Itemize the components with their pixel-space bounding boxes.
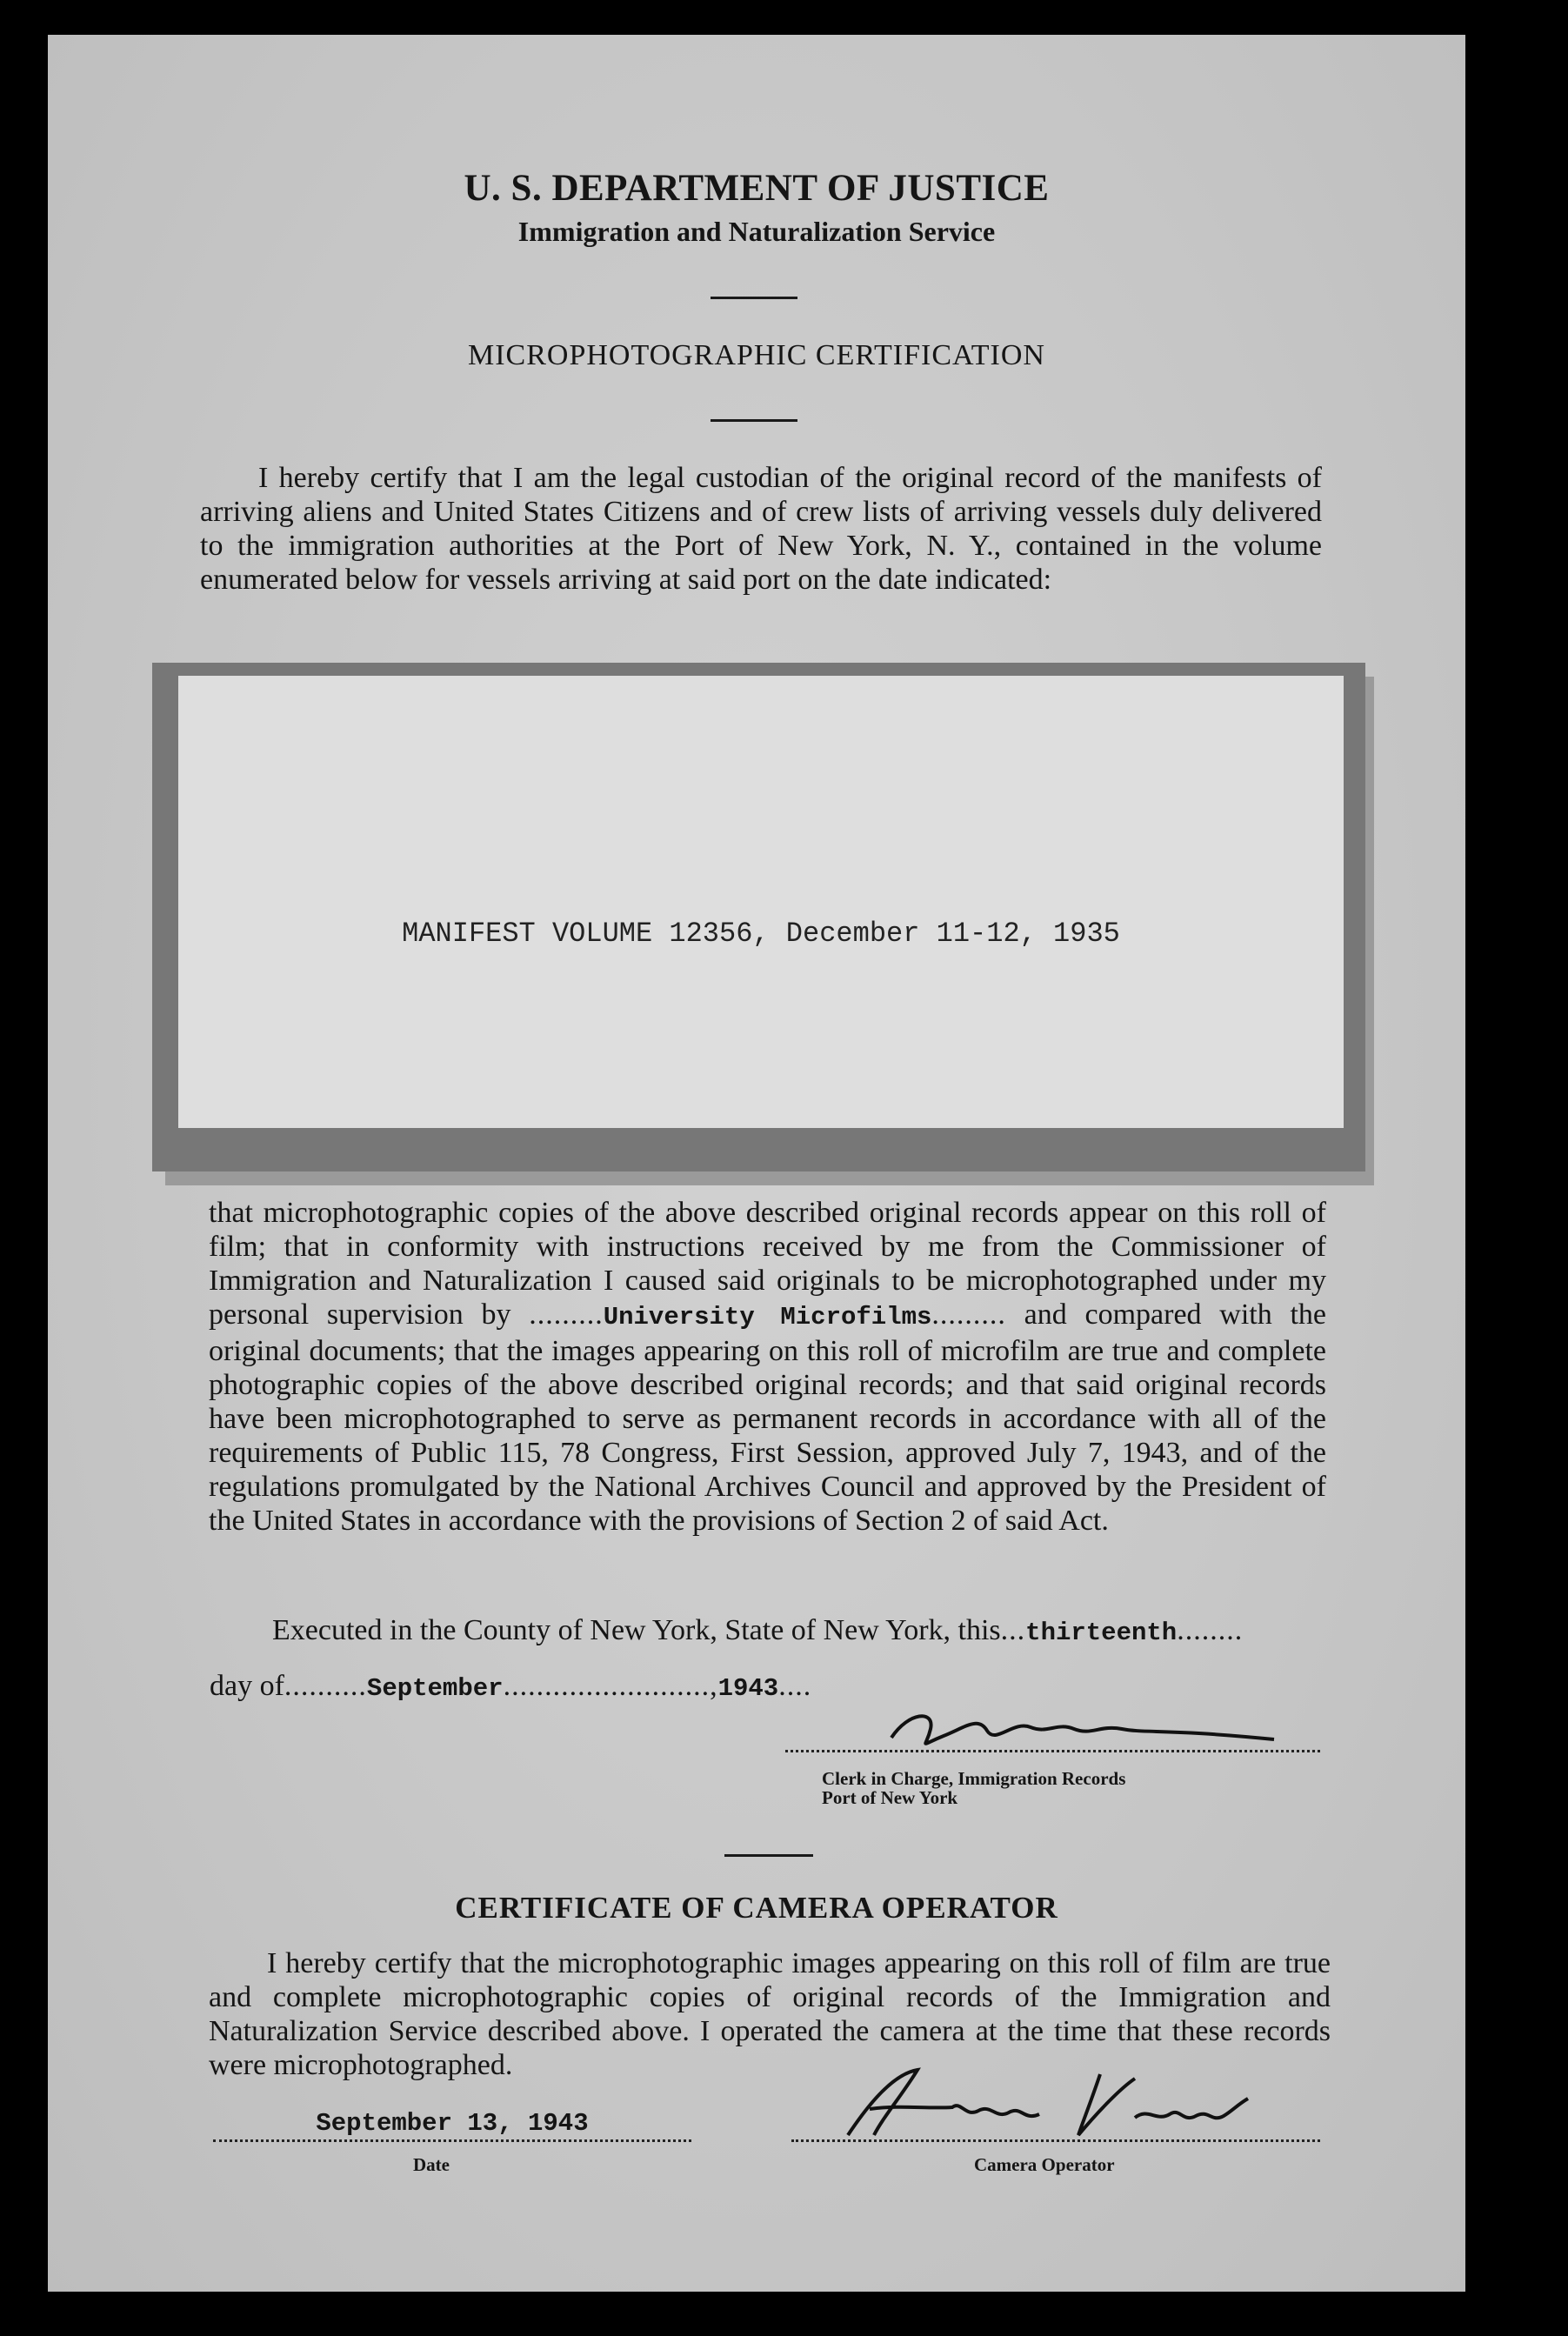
operator-label: Camera Operator (974, 2154, 1115, 2175)
divider (724, 1854, 813, 1857)
body-after-text: and compared with the original documents; that the images appearing on this roll of microfilm are true and complete photographic copies of the above described original records; and that said original records have been microphotographed to serve as permanent records in accordance with all of the requirements of Public 115, 78 Congress, First Session, approved July 7, 1943, and of the regulations promulgated by the National Archives Council and approved by the President of the United States in accordance with the provisions of Section 2 of said Act. (209, 1298, 1327, 1537)
service-subtitle: Immigration and Naturalization Service (517, 216, 996, 247)
certification-intro: I hereby certify that I am the legal custodian of the original record of the manifests of arriving aliens and United States Citizens and of crew lists of arriving vessels duly delivered to the immigration authorities at the Port of New York, N. Y., contained in the volume enumerated below for vessels arriving at said port on the date indicated: (200, 462, 1322, 596)
executed-day: thirteenth (1025, 1619, 1178, 1647)
supervisor-name: University Microfilms (603, 1303, 932, 1332)
operator-date: September 13, 1943 (316, 2109, 589, 2138)
clerk-signature-line (785, 1750, 1320, 1752)
executed-month: September (366, 1674, 504, 1703)
camera-operator-text: I hereby certify that the microphotographic images appearing on this roll of film are true and complete microphotographic copies of original records of the Immigration and Naturalization Service described above. I operated the camera at the time that these records were microphotographed. (209, 1947, 1331, 2081)
operator-date-line (213, 2105, 691, 2138)
certification-heading: MICROPHOTOGRAPHIC CERTIFICATION (467, 339, 1045, 371)
operator-signature-line (791, 2139, 1320, 2142)
certification-body: that microphotographic copies of the above described original records appear on this roll of film; that in conformity with instructions received by me from the Commissioner of Immigration and Naturalization I caused said originals to be microphotographed under my personal supervision by .........University Microfilms......... and compared with the original documents; that the images appearing on this roll of microfilm are true and complete photographic copies of the above described original records; and that said original records have been microphotographed to serve as permanent records in accordance with all of the requirements of Public 115, 78 Congress, First Session, approved July 7, 1943, and of the regulations promulgated by the National Archives Council and approved by the President of the United States in accordance with the provisions of Section 2 of said Act. (209, 1197, 1327, 1537)
camera-operator-heading: CERTIFICATE OF CAMERA OPERATOR (455, 1891, 1058, 1925)
certificate-page (48, 35, 1465, 2292)
executed-year: 1943 (717, 1674, 779, 1703)
manifest-volume-label: MANIFEST VOLUME 12356, December 11-12, 1935 (402, 918, 1120, 950)
operator-signature-text: Anna Varada (822, 2057, 827, 2058)
executed-text: Executed in the County of New York, State of New York, this (272, 1614, 1001, 1646)
date-label: Date (413, 2154, 450, 2175)
divider (711, 419, 797, 422)
divider (711, 297, 797, 299)
day-of-text: day of (210, 1670, 284, 1702)
date-signature-line (213, 2139, 691, 2142)
clerk-location: Port of New York (822, 1787, 958, 1808)
clerk-signature (883, 1703, 1283, 1755)
clerk-title: Clerk in Charge, Immigration Records (822, 1768, 1126, 1789)
executed-line: Executed in the County of New York, State of New York, this...thirteenth........ (272, 1614, 1244, 1647)
body-before-text: that microphotographic copies of the above described original records appear on this roll of film; that in conformity with instructions received by me from the Commissioner of Immigration and Naturalization I caused said originals to be microphotographed under my personal supervision by (209, 1197, 1326, 1331)
operator-signature (822, 2057, 1274, 2152)
manifest-card (178, 676, 1344, 1128)
department-title: U. S. DEPARTMENT OF JUSTICE (464, 168, 1050, 209)
date-line: day of..........September.........................,1943.... (210, 1670, 812, 1703)
